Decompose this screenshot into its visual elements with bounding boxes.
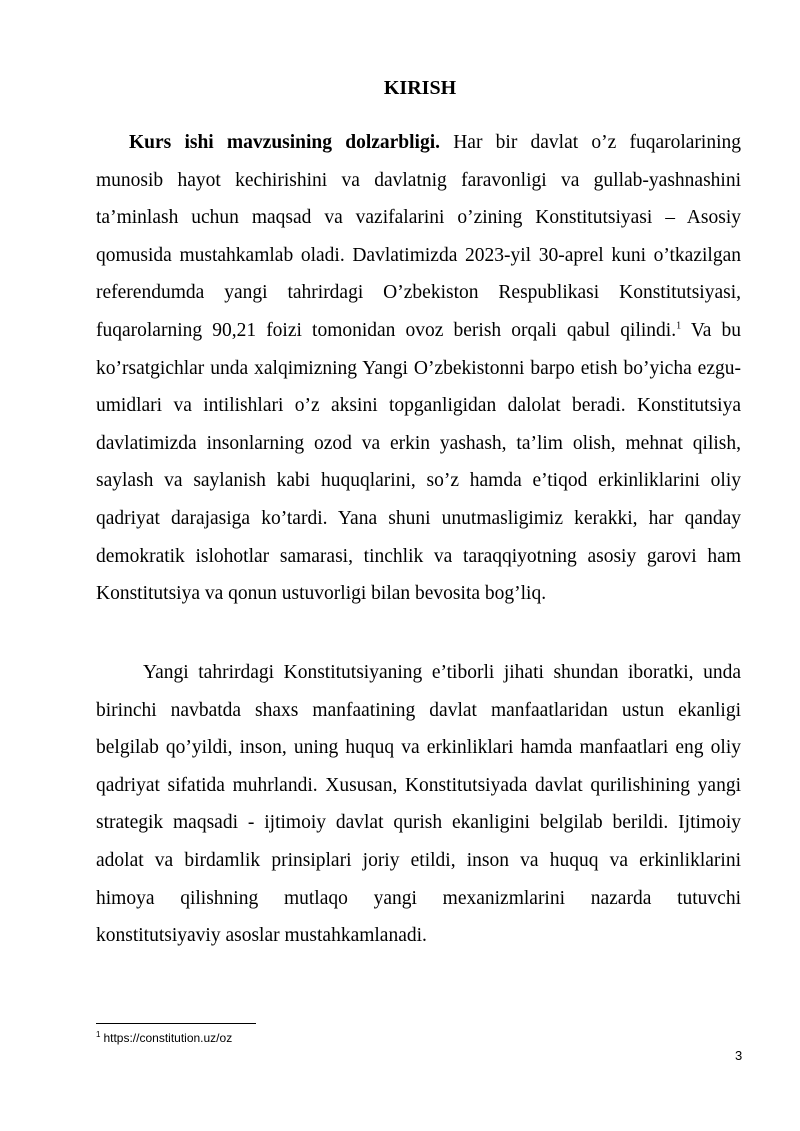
footnote-separator [96, 1023, 256, 1024]
paragraph-1-lead: Kurs ishi mavzusining dolzarbligi. [129, 132, 441, 153]
paragraph-1-text: Har bir davlat o’z fuqarolarining munosib hayot kechirishini va davlatnig faravonligi va gullab-yashnashini ta’minlash uchun maqsad va vazifalarini o’zining Konstitutsiyasi – Asosiy qomusida mustahkamlab oladi. Davlatimizda 2023-yil 30-aprel kuni o’tkazilgan referendumda yangi tahrirdagi O’zbekiston Respublikasi Konstitutsiyasi, fuqarolarning 90,21 foizi tomonidan ovoz berish orqali qabul qilindi. [96, 132, 741, 341]
paragraph-1 [96, 124, 741, 613]
footnote-reference[interactable]: 1 [676, 320, 682, 332]
footnote-link[interactable]: https://constitution.uz/oz [103, 1031, 233, 1045]
page-number: 3 [735, 1048, 743, 1063]
paragraph-2: Yangi tahrirdagi Konstitutsiyaning e’tiborli jihati shundan iboratki, unda birinchi navbatda shaxs manfaatining davlat manfaatlaridan ustun ekanligi belgilab qo’yildi, inson, uning huquq va erkinliklari hamda manfaatlari eng oliy qadriyat sifatida muhrlandi. Xususan, Konstitutsiyada davlat qurilishining yangi strategik maqsadi - ijtimoiy davlat qurish ekanligini belgilab berildi. Ijtimoiy adolat va birdamlik prinsiplari joriy etildi, inson va huquq va erkinliklarini himoya qilishning mutlaqo yangi mexanizmlarini nazarda tutuvchi konstitutsiyaviy asoslar mustahkamlanadi. [96, 662, 741, 947]
paragraph-1-text-continued: Va bu ko’rsatgichlar unda xalqimizning Yangi O’zbekistonni barpo etish bo’yicha ezgu-umidlari va intilishlari o’z aksini topganligidan dalolat beradi. Konstitutsiya davlatimizda insonlarning ozod va erkin yashash, ta’lim olish, mehnat qilish, saylash va saylanish kabi huquqlarini, so’z hamda e’tiqod erkinliklarini oliy qadriyat darajasiga ko’tardi. Yana shuni unutmasligimiz kerakki, har qanday demokratik islohotlar samarasi, tinchlik va taraqqiyotning asosiy garovi ham Konstitutsiya va qonun ustuvorligi bilan bevosita bog’liq. [96, 319, 741, 605]
footnote [96, 1031, 232, 1045]
page-title: KIRISH [383, 77, 457, 99]
footnote-number: 1 [96, 1030, 101, 1039]
